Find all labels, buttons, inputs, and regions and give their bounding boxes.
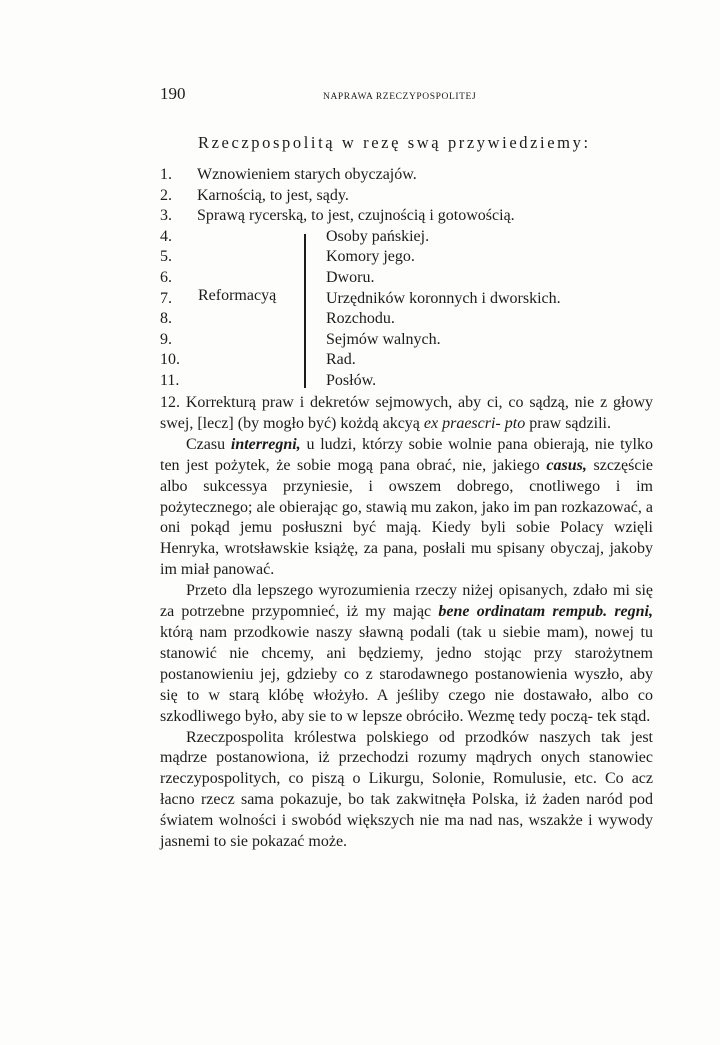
list-text: Urzędników koronnych i dworskich.: [326, 289, 561, 307]
list-number: 12.: [160, 394, 180, 411]
italic-text: interregni,: [230, 435, 301, 453]
page-header: [160, 84, 660, 108]
text-run: szczęście albo sukcessya przyniesie, i owszem dobrego, cnotliwego i im pożytecznego; ale obierając go, stawią mu zakon, jako im pan rozkazować, a oni pokąd jemu posłuszni być mają. Kiedy byli sobie Polacy wzięli Henryka, wrotsławskie książę, za pana, posłali mu spisany obyczaj, jakoby im miał panować.: [160, 456, 653, 579]
list-number: 3.: [160, 207, 172, 225]
list-number: 11.: [160, 371, 180, 389]
list-text: Sejmów walnych.: [326, 330, 441, 348]
list-text: Komory jego.: [326, 248, 415, 266]
list-item: [160, 268, 660, 289]
list-item: [160, 227, 660, 248]
text-run: Przeto dla lepszego wyrozumienia rzeczy niżej opisanych, zdało mi się za potrzebne przypomnieć, iż my mając: [160, 582, 653, 621]
running-title: NAPRAWA RZECZYPOSPOLITEJ: [323, 92, 477, 102]
list-text: Rad.: [326, 351, 356, 369]
paragraph: Rzeczpospolita królestwa polskiego od przodków naszych tak jest mądrze postanowiona, iż przechodzi rozumy mądrych onych stanowiec rzeczypospolitych, co piszą o Likurgu, Solonie, Romulusie, etc. Co acz łacno rzecz sama pokazuje, bo tak zakwitnęła Polska, iż żaden naród pod światem wolności i swobód większych nie ma nad nas, wszakże i wywody jasnemi to sie pokazać może.: [160, 728, 653, 851]
list-text: Posłów.: [326, 371, 377, 389]
list-text: Rozchodu.: [326, 310, 395, 328]
text-run: Czasu: [186, 435, 231, 453]
list-text: Karnością, to jest, sądy.: [197, 186, 349, 204]
list-text: Sprawą rycerską, to jest, czujnością i gotowością.: [197, 207, 515, 225]
list-text: Osoby pańskiej.: [326, 227, 430, 245]
text-run: którą nam przodkowie naszy sławną podali (tak u siebie mam), nowej tu stanowić nie chcemy, ani będziemy, jedno stojąc przy starożytnem postanowieniu jej, gdzieby co z starodawnego postanowienia wyszło, aby się to w starą klóbę włożyło. A jeśliby czego nie dostawało, albo co szkodliwego było, aby sie to w lepsze obróciło. Wezmę tedy począ- tek stąd.: [160, 623, 653, 725]
lead-sentence: Rzeczpospolitą w rezę swą przywiedziemy:: [198, 133, 591, 152]
list-number: 7.: [160, 289, 172, 307]
italic-text: ex praescri- pto: [423, 414, 526, 432]
text-run: Korrekturą praw i dekretów sejmowych, aby ci, co sądzą, nie z głowy swej, [lecz] (by mogło być) kożdą akcyą: [160, 394, 654, 432]
list-number: 10.: [160, 351, 180, 369]
italic-text: bene ordinatam rempub. regni,: [438, 603, 653, 621]
numbered-list: [160, 165, 660, 392]
paragraph: [160, 435, 653, 581]
list-item: [160, 247, 660, 268]
paragraph: [160, 581, 653, 727]
list-item: [160, 309, 660, 330]
list-number: 8.: [160, 310, 172, 328]
list-number: 9.: [160, 330, 172, 348]
text-run: u ludzi, którzy sobie wolnie pana obierają, nie tylko ten jest pożytek, że sobie mogą pana obrać, nie, jakiego: [160, 435, 653, 474]
list-number: 1.: [160, 166, 172, 183]
body-text: [160, 393, 653, 853]
text-run: praw sądzili.: [525, 414, 611, 432]
list-item: [160, 206, 660, 227]
reform-group-label: Reformacyą: [198, 287, 277, 304]
italic-text: casus,: [546, 456, 587, 474]
list-number: 2.: [160, 186, 172, 204]
list-item: [160, 371, 660, 392]
group-brace: [304, 234, 306, 388]
list-number: 6.: [160, 268, 172, 286]
list-number: 4.: [160, 227, 172, 245]
page-number: 190: [160, 84, 186, 103]
list-item-12: [160, 393, 653, 435]
list-item: [160, 330, 660, 351]
list-item: [160, 186, 660, 207]
list-text: Wznowieniem starych obyczajów.: [197, 166, 417, 183]
list-number: 5.: [160, 248, 172, 266]
list-text: Dworu.: [326, 268, 375, 286]
list-item: [160, 165, 660, 186]
list-item: [160, 350, 660, 371]
